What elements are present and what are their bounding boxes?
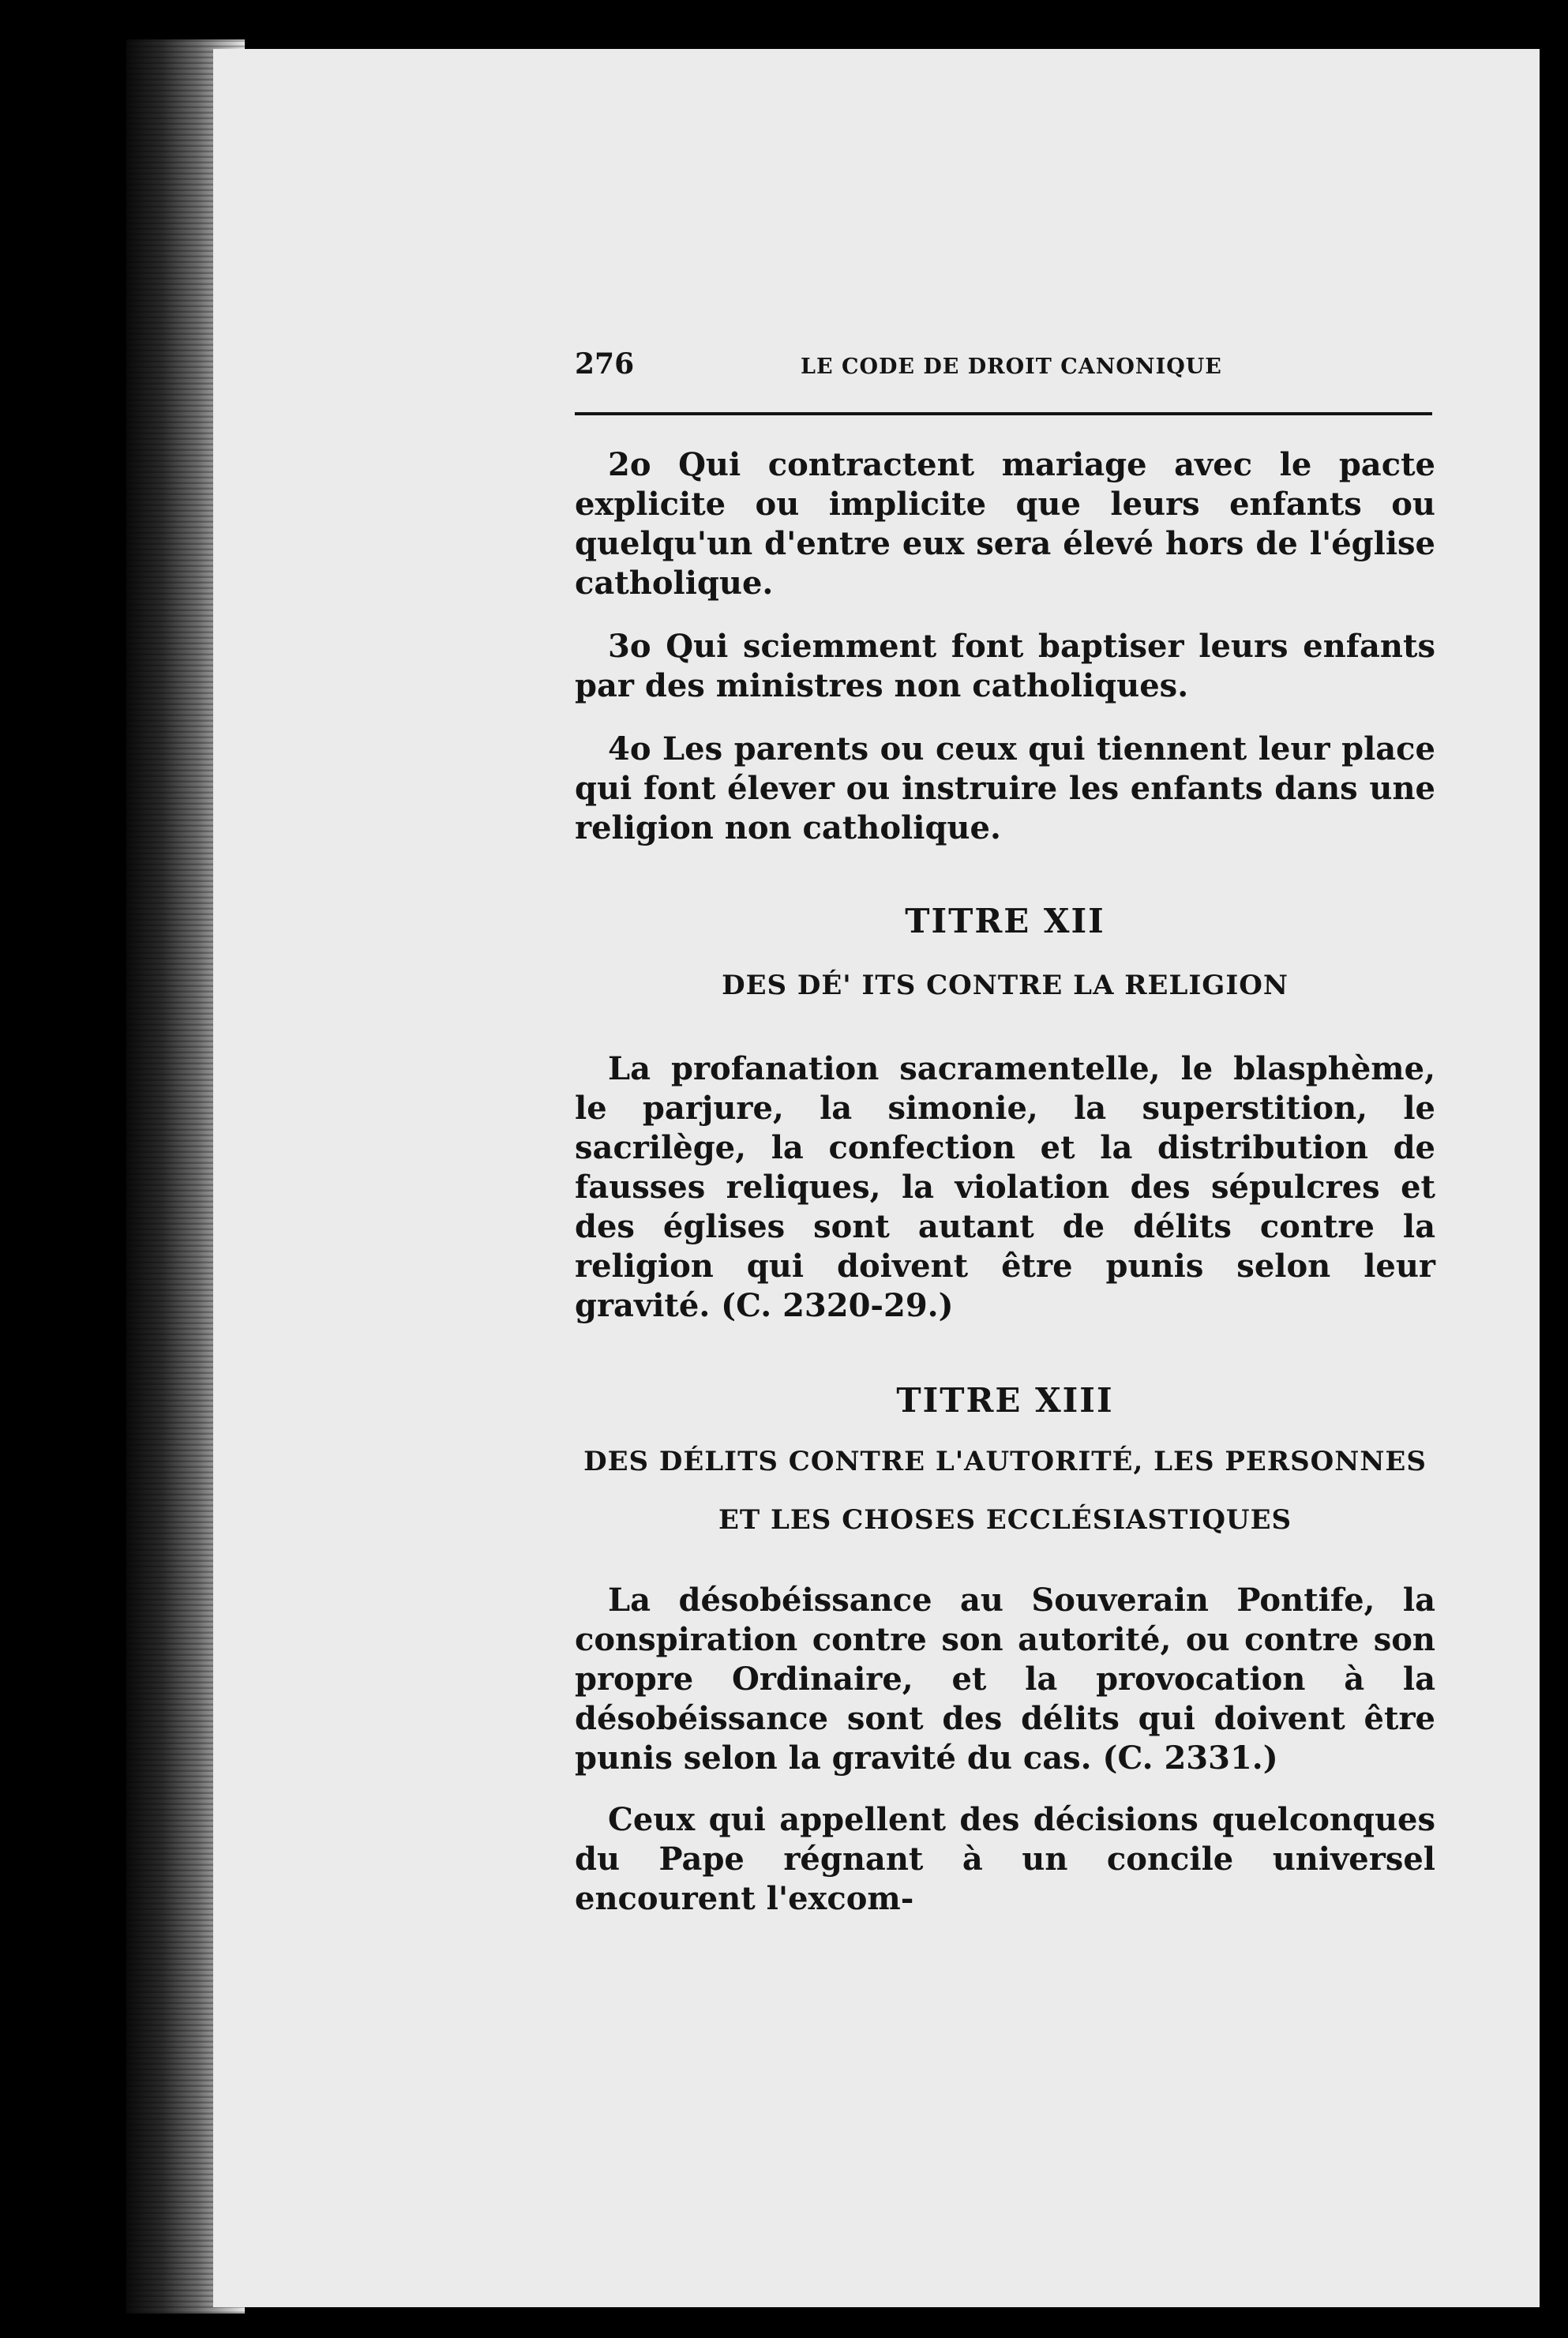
section-subtitle-12: DES DÉ' ITS CONTRE LA RELIGION: [722, 970, 1289, 1001]
section-body-13-second: Ceux qui appellent des décisions quelconques du Pape régnant à un concile universel encourent l'excom-: [575, 1801, 1435, 1917]
header-rule: [575, 412, 1432, 415]
paragraph-item-4: 4o Les parents ou ceux qui tiennent leur place qui font élever ou instruire les enfants dans une religion non catholique.: [575, 730, 1435, 846]
section-body-13-first: La désobéissance au Souverain Pontife, la conspiration contre son autorité, ou contre son propre Ordinaire, et la provocation à la désobéissance sont des délits qui doivent être punis selon la gravité du cas. (C. 2331.): [575, 1582, 1435, 1777]
paragraph-item-3: 3o Qui sciemment font baptiser leurs enfants par des ministres non catholiques.: [575, 628, 1435, 704]
running-head: LE CODE DE DROIT CANONIQUE: [801, 355, 1222, 379]
page-number: 276: [575, 347, 635, 381]
paragraph-item-2: 2o Qui contractent mariage avec le pacte explicite ou implicite que leurs enfants ou quelqu'un d'entre eux sera élevé hors de l'église catholique.: [575, 446, 1435, 602]
section-title-13: TITRE XIII: [896, 1381, 1114, 1420]
section-subtitle-13: DES DÉLITS CONTRE L'AUTORITÉ, LES PERSONNES ET LES CHOSES ECCLÉSIASTIQUES: [583, 1446, 1427, 1536]
page-content: [575, 347, 1435, 1919]
section-title-12: TITRE XII: [905, 902, 1105, 940]
page-header: [575, 347, 1435, 395]
section-body-12: La profanation sacramentelle, le blasphème, le parjure, la simonie, la superstition, le sacrilège, la confection et la distribution de fausses reliques, la violation des sépulcres et des églises sont autant de délits contre la religion qui doivent être punis selon leur gravité. (C. 2320-29.): [575, 1050, 1435, 1324]
